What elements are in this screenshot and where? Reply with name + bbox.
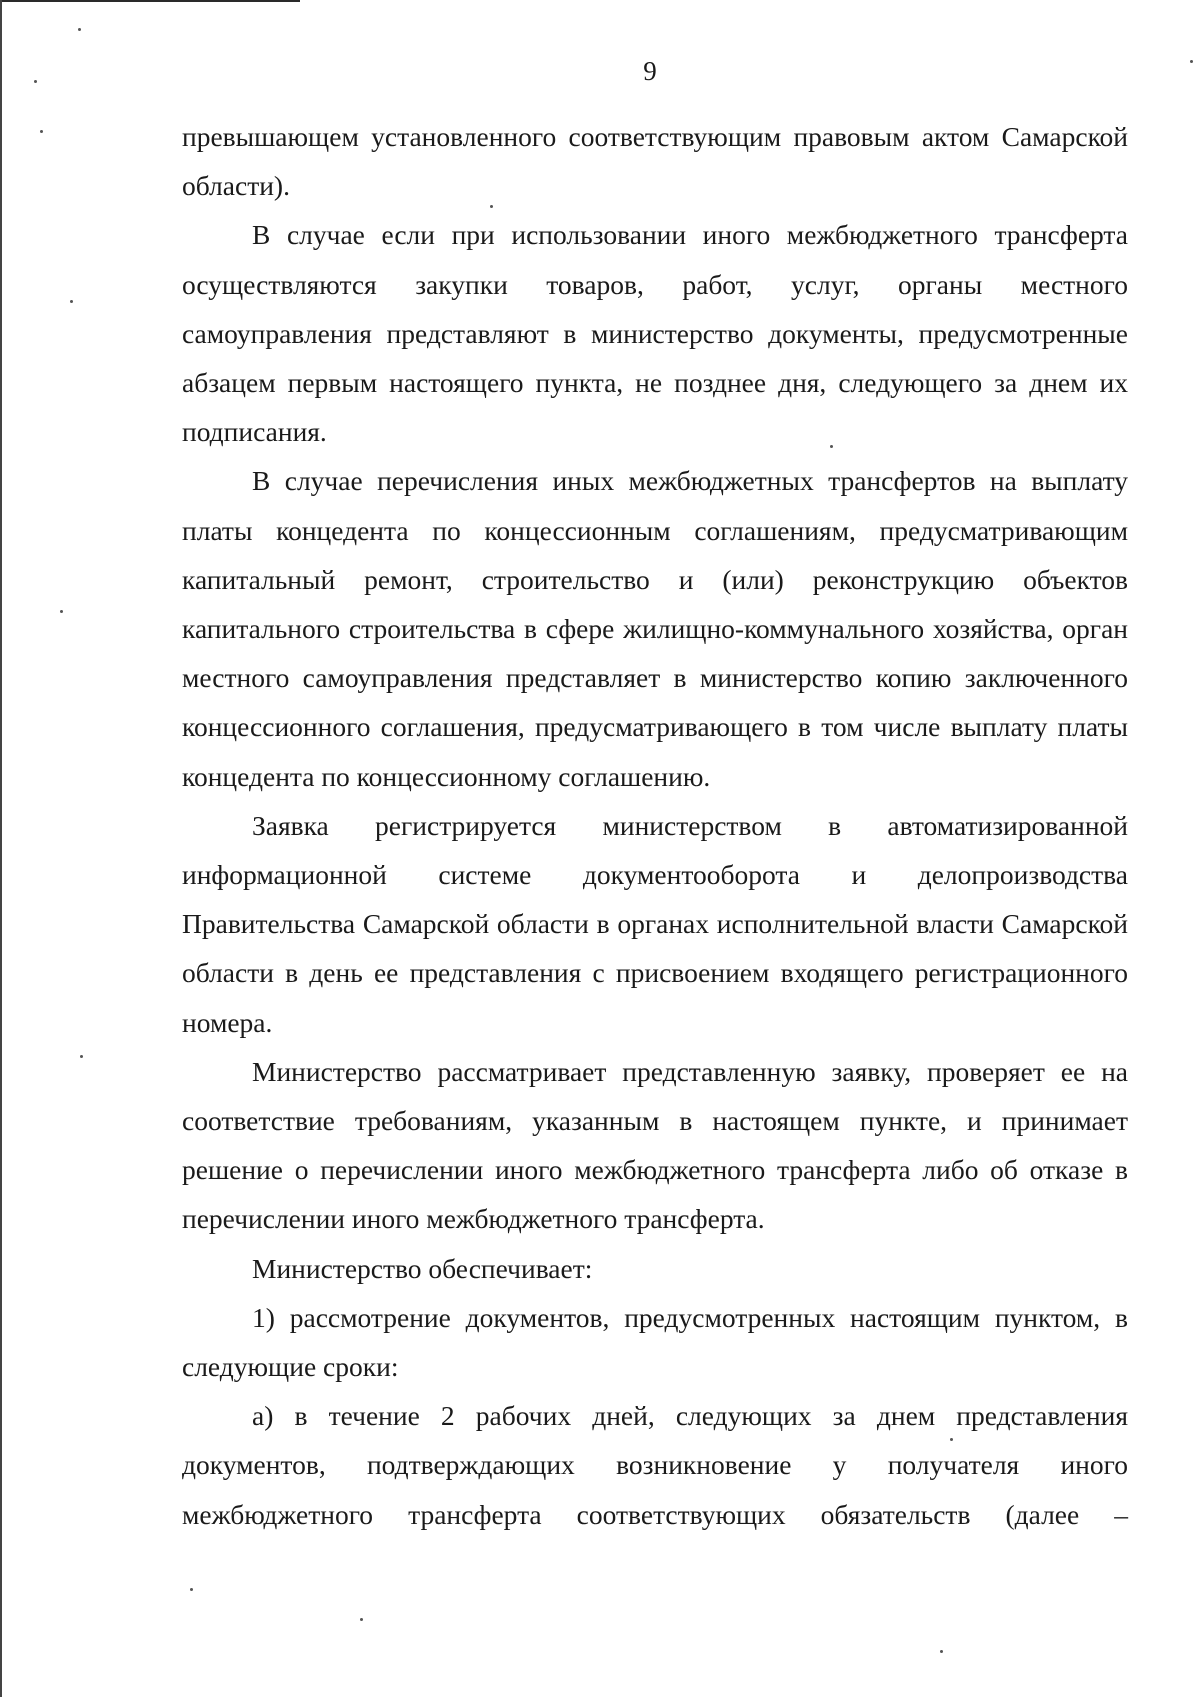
scan-speck	[70, 300, 73, 303]
scan-speck	[40, 130, 43, 133]
scan-speck	[1190, 60, 1193, 63]
scan-speck	[34, 80, 37, 83]
scan-speck	[190, 1588, 193, 1591]
scan-speck	[830, 445, 833, 448]
scan-speck	[360, 1618, 363, 1621]
scan-edge-left	[0, 0, 2, 1697]
scan-speck	[940, 1650, 943, 1653]
paragraph-ministry-provides: Министерство обеспечивает:	[252, 1252, 593, 1284]
list-item-1: 1) рассмотрение документов, предусмотренных настоящим пунктом, в следующие сроки:	[182, 1301, 1128, 1383]
paragraph-concession: В случае перечисления иных межбюджетных трансфертов на выплату платы концедента по концессионным соглашениям, предусматривающим капитальный ремонт, строительство и (или) реконструкцию объектов капитального строительства в сфере жилищно-коммунального хозяйства, орган местного самоуправления представляет в министерство копию заключенного концессионного соглашения, предусматривающего в том числе выплату платы концедента по концессионному соглашению.	[182, 465, 1128, 792]
paragraph-review: Министерство рассматривает представленную заявку, проверяет ее на соответствие требованиям, указанным в настоящем пункте, и принимает решение о перечислении иного межбюджетного трансферта либо об отказе в перечислении иного межбюджетного трансферта.	[182, 1055, 1128, 1235]
scan-speck	[60, 610, 63, 613]
scan-speck	[950, 1438, 953, 1441]
document-body	[182, 112, 1128, 1539]
page-number: 9	[643, 56, 657, 86]
paragraph-registration: Заявка регистрируется министерством в автоматизированной информационной системе документооборота и делопроизводства Правительства Самарской области в органах исполнительной власти Самарской области в день ее представления с присвоением входящего регистрационного номера.	[182, 809, 1128, 1038]
paragraph-continuation: превышающем установленного соответствующим правовым актом Самарской области).	[182, 121, 1128, 202]
scan-edge-top	[0, 0, 300, 2]
list-item-1a: а) в течение 2 рабочих дней, следующих за днем представления документов, подтверждающих возникновение у получателя иного межбюджетного трансферта соответствующих обязательств (далее –	[182, 1400, 1128, 1530]
scan-speck	[80, 1055, 83, 1058]
scan-speck	[78, 28, 81, 31]
paragraph-procurement: В случае если при использовании иного межбюджетного трансферта осуществляются закупки товаров, работ, услуг, органы местного самоуправления представляют в министерство документы, предусмотренные абзацем первым настоящего пункта, не позднее дня, следующего за днем их подписания.	[182, 219, 1128, 448]
scan-speck	[490, 205, 493, 208]
